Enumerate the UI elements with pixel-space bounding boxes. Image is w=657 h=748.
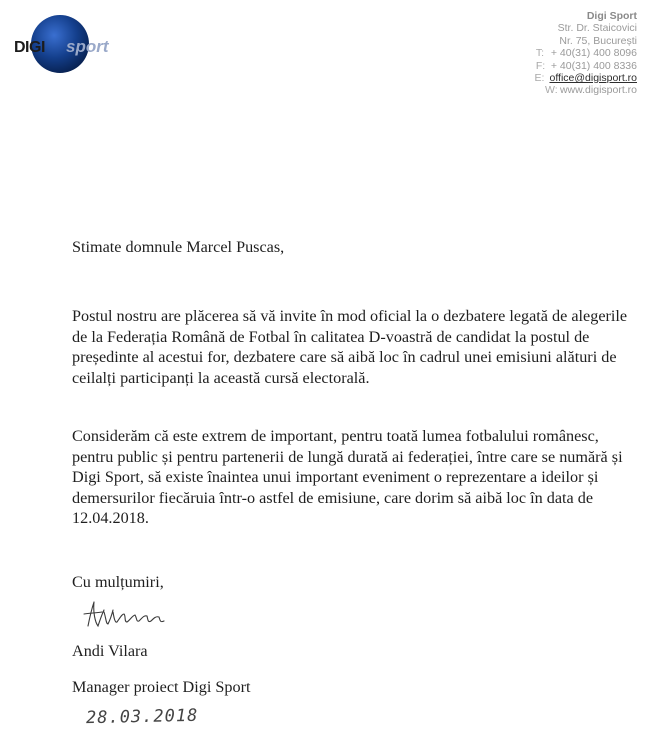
phone-key: T: xyxy=(535,47,545,60)
letterhead-phone: + 40(31) 400 8096 xyxy=(550,47,637,60)
handwritten-signature xyxy=(82,598,182,632)
letter-greeting: Stimate domnule Marcel Puscas, xyxy=(72,238,285,256)
signer-role: Manager proiect Digi Sport xyxy=(72,678,251,696)
letterhead-web: www.digisport.ro xyxy=(559,84,637,97)
letterhead-contact xyxy=(477,10,637,97)
letter-paragraph-1: Postul nostru are plăcerea să vă invite în mod oficial la o dezbatere legată de alegerile de la Federația Română de Fotbal în calitatea D-voastră de candidat la postul de președinte al acestui for, dezbatere care să aibă loc în cadrul unei emisiuni alături de ceilalți participanți la această cursă electorală. xyxy=(72,307,628,387)
letterhead-email-link[interactable]: office@digisport.ro xyxy=(549,72,637,85)
logo-text-sport: sport xyxy=(66,37,109,56)
letter-closing: Cu mulțumiri, xyxy=(72,573,164,591)
digi-sport-logo xyxy=(14,14,126,80)
letterhead-fax: + 40(31) 400 8336 xyxy=(550,59,637,72)
letter-paragraph-2: Considerăm că este extrem de important, pentru toată lumea fotbalului românesc, pentru public și pentru partenerii de lungă durată ai federației, între care se numără și Digi Sport, să existe înaintea unui important eveniment o reprezentare a ideilor și demersurilor fiecăruia într-o astfel de emisiune, care dorim să aibă loc în data de 12.04.2018. xyxy=(72,427,623,528)
email-key: E: xyxy=(534,72,545,85)
letterhead-email-row xyxy=(477,72,637,84)
fax-key: F: xyxy=(535,59,546,72)
letterhead-company: Digi Sport xyxy=(586,10,637,22)
signer-name: Andi Vilara xyxy=(72,642,148,660)
letterhead-fax-row xyxy=(477,60,637,72)
handwritten-date: 28.03.2018 xyxy=(85,705,199,729)
letterhead-city: Nr. 75, București xyxy=(559,34,637,47)
letterhead-web-row xyxy=(477,84,637,96)
letterhead-street: Str. Dr. Staicovici xyxy=(557,22,637,35)
web-key: W: xyxy=(544,84,558,97)
letterhead-phone-row xyxy=(477,47,637,59)
logo-text-digi: DIGI xyxy=(14,39,45,56)
